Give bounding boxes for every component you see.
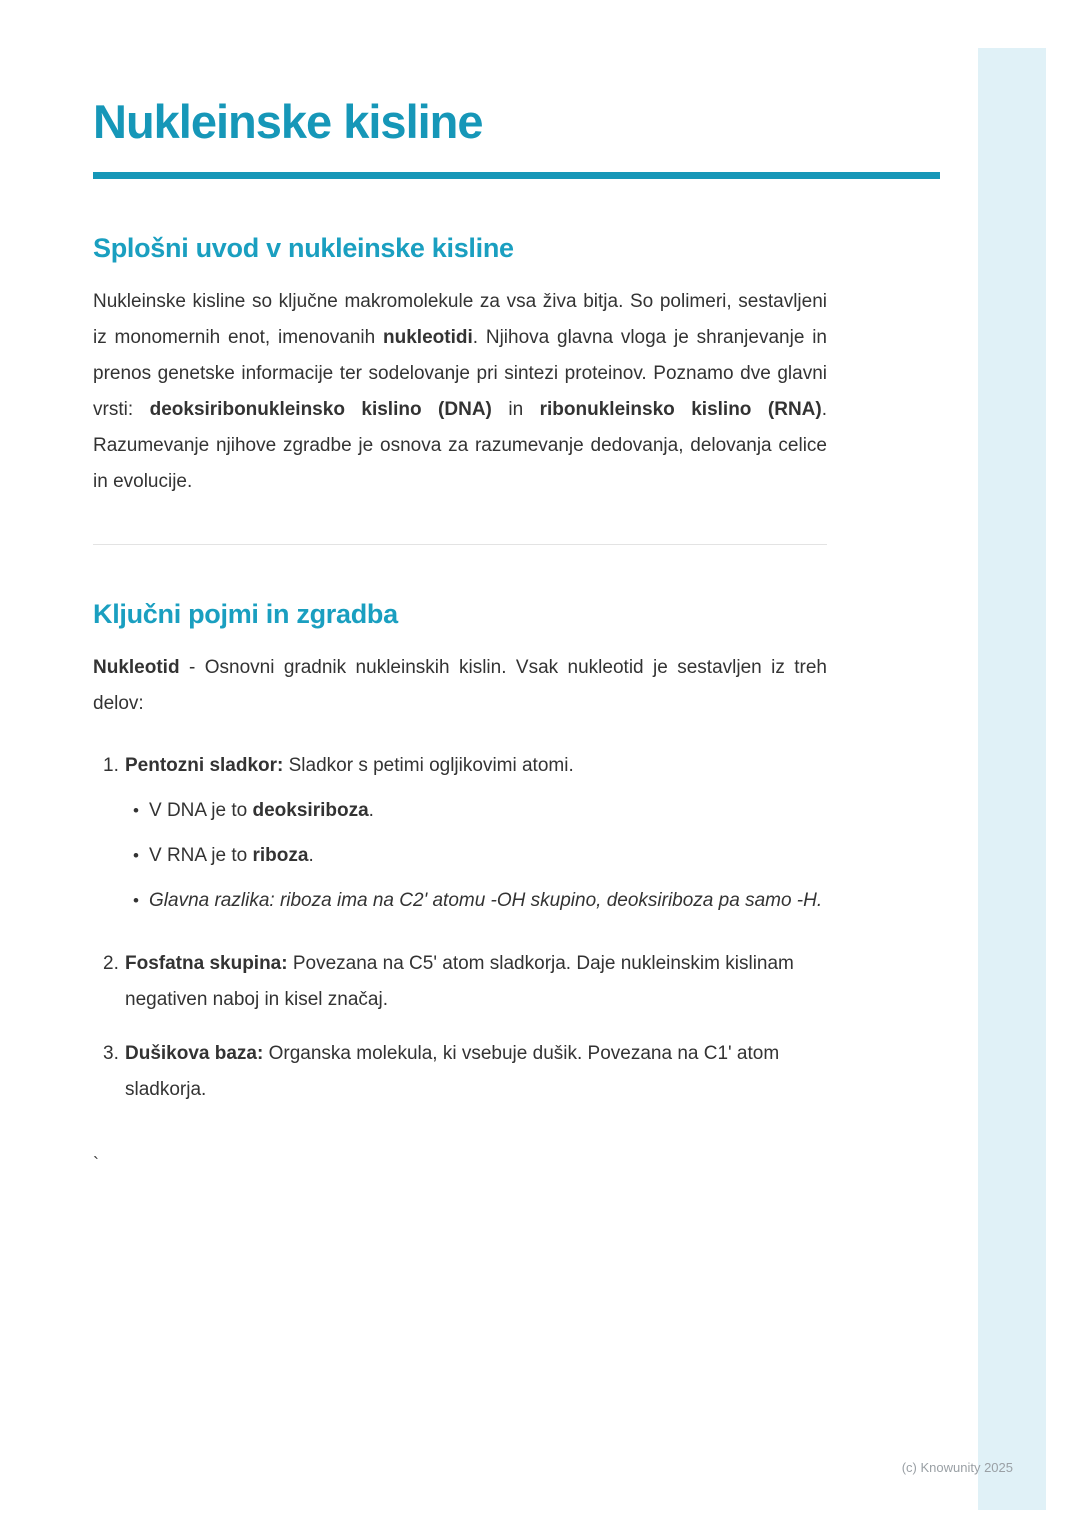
section-heading-key-terms: Ključni pojmi in zgradba (93, 598, 398, 629)
nucleotide-definition-paragraph: Nukleotid - Osnovni gradnik nukleinskih kislin. Vsak nukleotid je sestavljen iz treh delov: (93, 656, 827, 714)
list-item-text: Pentozni sladkor: Sladkor s petimi ogljikovimi atomi. (125, 754, 574, 776)
list-item (125, 793, 827, 829)
intro-paragraph: Nukleinske kisline so ključne makromolekule za vsa živa bitja. So polimeri, sestavljeni iz monomernih enot, imenovanih nukleotidi. Njihova glavna vloga je shranjevanje in prenos genetske informacije ter sodelovanje pri sintezi proteinov. Poznamo dve glavni vrsti: deoksiribonukleinsko kislino (DNA) in ribonukleinsko kislino (RNA). Razumevanje njihove zgradbe je osnova za razumevanje dedovanja, delovanja celice in evolucije. (93, 290, 827, 492)
stray-backtick-mark: ` (93, 1153, 99, 1174)
list-item-text: Fosfatna skupina: Povezana na C5' atom sladkorja. Daje nukleinskim kislinam negativen naboj in kisel značaj. (125, 952, 794, 1010)
list-number: 1. (103, 754, 119, 776)
document-content (93, 0, 940, 1175)
list-item (93, 1036, 827, 1108)
list-item (93, 946, 827, 1018)
list-item-body (125, 748, 827, 928)
copyright-footer: (c) Knowunity 2025 (901, 1460, 1013, 1475)
bullet-text: V DNA je to deoksiriboza. (149, 799, 374, 821)
list-item-body (125, 1036, 827, 1108)
title-underline-rule (93, 172, 940, 179)
nucleotide-parts-list (93, 748, 827, 1108)
list-item (125, 883, 827, 919)
list-number: 2. (103, 952, 119, 974)
bullet-text: Glavna razlika: riboza ima na C2' atomu -OH skupino, deoksiriboza pa samo -H. (149, 889, 823, 911)
list-item-body (125, 946, 827, 1018)
right-accent-stripe (978, 48, 1046, 1510)
bullet-marker: • (133, 800, 139, 820)
bullet-text: V RNA je to riboza. (149, 844, 314, 866)
page-title: Nukleinske kisline (93, 95, 483, 148)
bullet-marker: • (133, 845, 139, 865)
sub-bullet-list (125, 793, 827, 919)
list-item (93, 748, 827, 928)
section-heading-intro: Splošni uvod v nukleinske kisline (93, 232, 514, 263)
section-divider (93, 544, 827, 545)
bullet-marker: • (133, 890, 139, 910)
list-item (125, 838, 827, 874)
list-item-text: Dušikova baza: Organska molekula, ki vsebuje dušik. Povezana na C1' atom sladkorja. (125, 1042, 780, 1100)
list-number: 3. (103, 1042, 119, 1064)
